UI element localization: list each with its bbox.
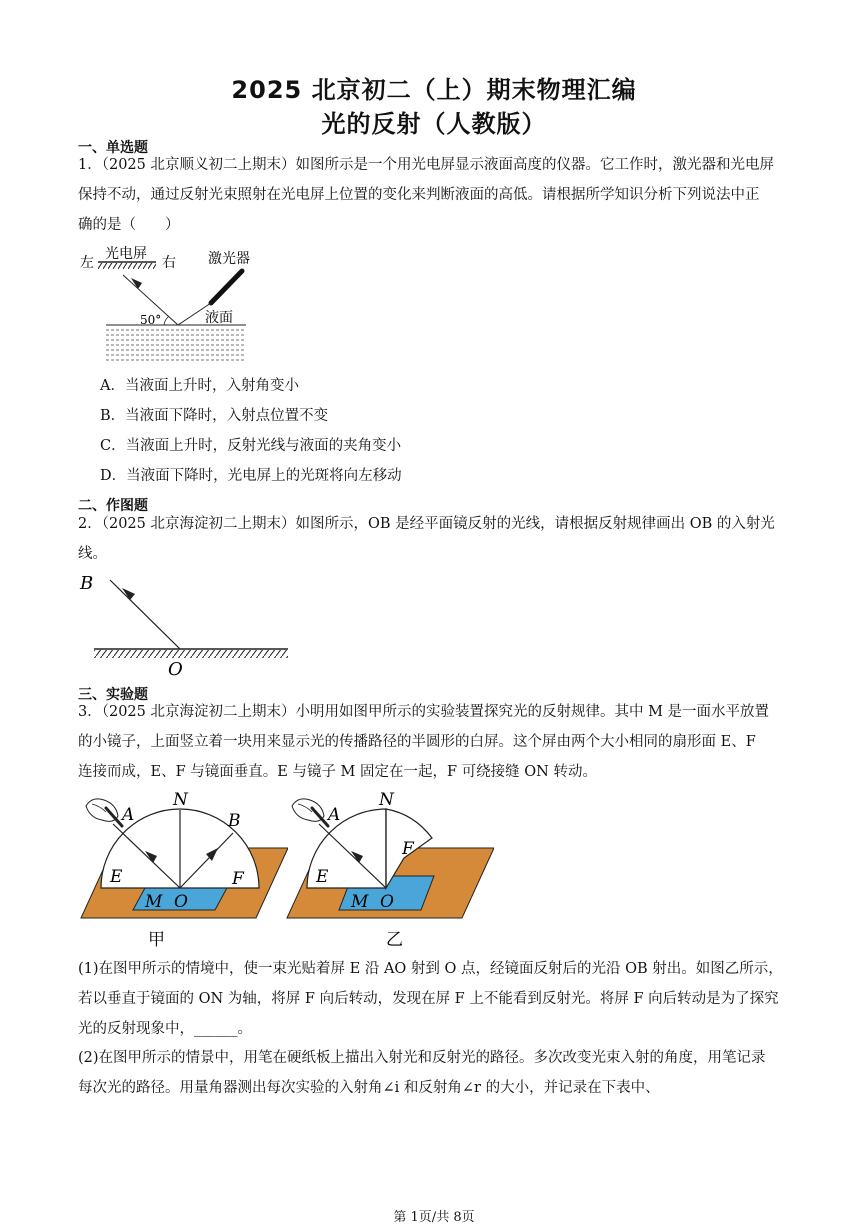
screen-hatch [98,263,156,269]
label-A: A [328,805,341,825]
option-d: D．当液面下降时，光电屏上的光斑将向左移动 [100,468,402,484]
question-1-stem-line: 保持不动，通过反射光束照射在光电屏上位置的变化来判断液面的高低。请根据所学知识分析下列说法中正 [78,187,760,203]
page-subtitle: 光的反射（人教版） [321,110,547,138]
label-screen: 光电屏 [105,246,147,262]
question-3-stem [78,697,790,787]
question-3-part-1 [78,954,790,1044]
option-b: B．当液面下降时，入射点位置不变 [100,408,329,424]
label-N: N [173,790,188,810]
section-heading-single-choice: 一、单选题 [78,140,148,156]
label-B: B [228,811,241,831]
label-O: O [168,659,183,680]
question-1-figure [78,245,278,365]
question-2-stem-line: 2．（2025 北京海淀初二上期末）如图所示，OB 是经平面镜反射的光线，请根据反射规律画出 OB 的入射光 [78,516,775,532]
part-1-line: 光的反射现象中，______。 [78,1021,252,1037]
label-F: F [402,839,414,859]
liquid-body [106,330,246,360]
section-heading-experiment: 三、实验题 [78,687,148,703]
part-1-line: (1)在图甲所示的情境中，使一束光贴着屏 E 沿 AO 射到 O 点，经镜面反射后的光沿 OB 射出。如图乙所示， [78,961,783,977]
question-3-stem-line: 的小镜子，上面竖立着一块用来显示光的传播路径的半圆形的白屏。这个屏由两个大小相同的扇形面 E、F [78,734,756,750]
label-E: E [316,867,329,887]
label-angle: 50° [140,313,162,327]
question-3-stem-line: 3．（2025 北京海淀初二上期末）小明用如图甲所示的实验装置探究光的反射规律。其中 M 是一面水平放置 [78,704,770,720]
label-laser: 激光器 [208,251,250,267]
part-2-line: 每次光的路径。用量角器测出每次实验的入射角∠i 和反射角∠r 的大小，并记录在下表中、 [78,1080,660,1096]
question-3-figure-jia [78,788,288,950]
label-E: E [110,867,123,887]
label-B: B [80,573,94,594]
question-1-stem [78,150,790,240]
caption-yi: 乙 [386,930,403,950]
angle-arc [164,316,169,325]
part-1-line: 若以垂直于镜面的 ON 为轴，将屏 F 向后转动，发现在屏 F 上不能看到反射光。将屏 F 向后转动是为了探究 [78,991,779,1007]
question-2-stem-line: 线。 [78,546,107,562]
label-M: M [351,892,369,912]
label-A: A [122,805,135,825]
label-N: N [379,790,394,810]
label-left: 左 [80,255,94,271]
section-heading-drawing: 二、作图题 [78,498,148,514]
label-right: 右 [162,255,176,271]
part-2-line: (2)在图甲所示的情景中，用笔在硬纸板上描出入射光和反射光的路径。多次改变光束入射的角度，用笔记录 [78,1050,766,1066]
label-F: F [232,869,244,889]
label-liquid: 液面 [205,310,233,326]
question-3-part-2 [78,1043,790,1103]
mirror-hatch [94,650,288,658]
hand-icon [292,799,328,826]
label-O: O [380,892,394,912]
label-O: O [174,892,188,912]
option-c: C．当液面上升时，反射光线与液面的夹角变小 [100,438,402,454]
option-a: A．当液面上升时，入射角变小 [100,378,299,394]
question-1-stem-line: 1．（2025 北京顺义初二上期末）如图所示是一个用光电屏显示液面高度的仪器。它工作时，激光器和光电屏 [78,157,774,173]
caption-jia: 甲 [148,930,165,950]
page-title: 2025 北京初二（上）期末物理汇编 [231,76,637,104]
question-2-figure [78,568,298,680]
page-footer: 第 1页/共 8页 [393,1210,475,1225]
question-3-stem-line: 连接而成，E、F 与镜面垂直。E 与镜子 M 固定在一起，F 可绕接缝 ON 转动。 [78,764,597,780]
hand-icon [86,799,122,826]
ray-OB [110,580,180,649]
laser-device [211,271,242,303]
question-1-stem-line: 确的是（ ） [78,217,180,233]
question-3-figure-yi [284,788,494,950]
question-2-stem [78,509,790,569]
label-M: M [145,892,163,912]
